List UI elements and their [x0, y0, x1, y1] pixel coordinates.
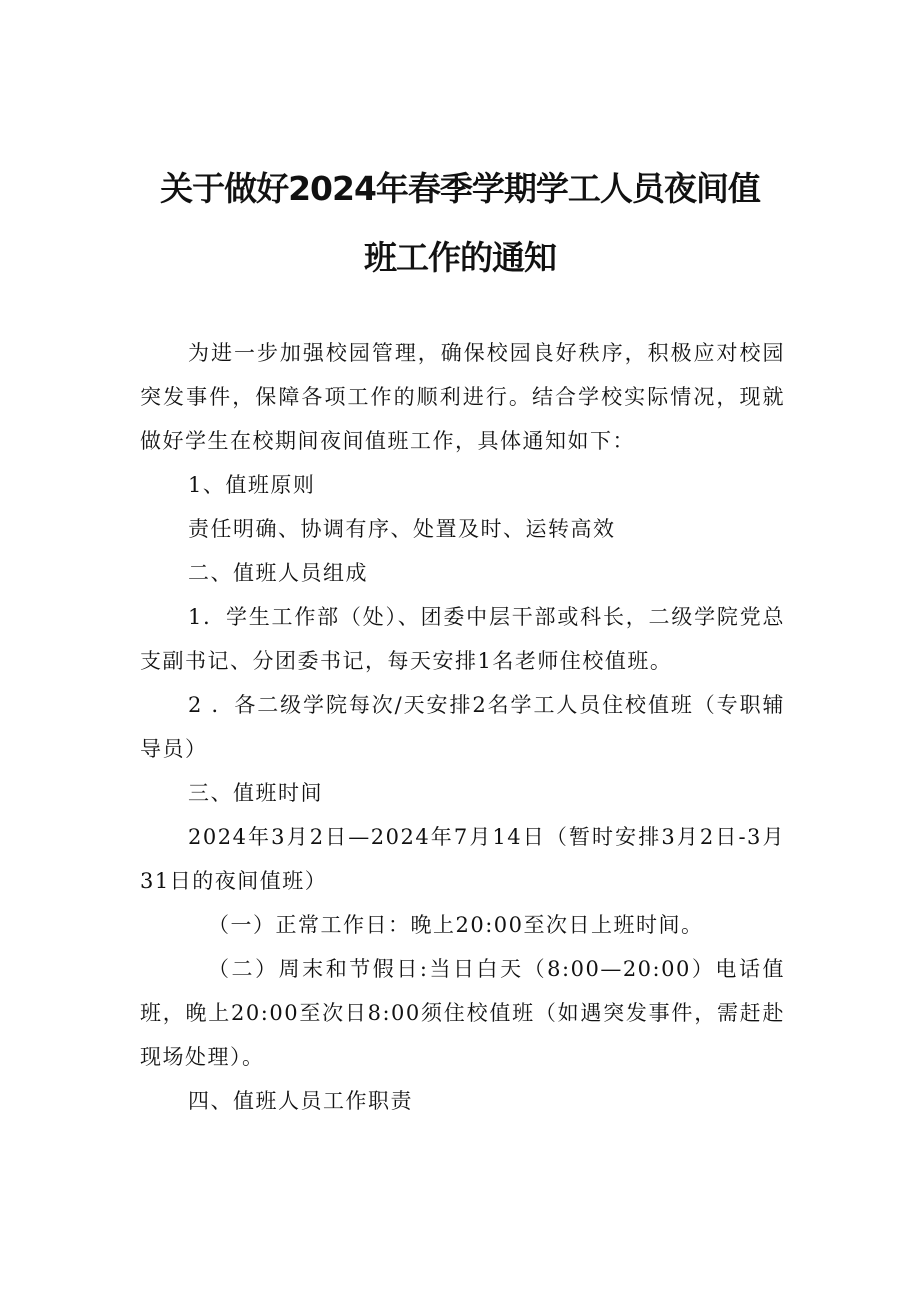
- document-body: [140, 331, 785, 1123]
- section-heading-staff: 二、值班人员组成: [188, 561, 368, 585]
- principle-text: 责任明确、协调有序、处置及时、运转高效: [188, 517, 616, 541]
- section-heading-time: 三、值班时间: [188, 781, 323, 805]
- time-range-text: 2024年3月2日—2024年7月14日（暂时安排3月2日-3月31日的夜间值班）: [140, 825, 785, 893]
- document-title-line-2: 班工作的通知: [364, 238, 556, 277]
- time-weekend-text: （二）周末和节假日:当日白天（8:00—20:00）电话值班，晚上20:00至次日8:00须住校值班（如遇突发事件，需赶赴现场处理）。: [140, 957, 785, 1069]
- document-title-line-1: 关于做好2024年春季学期学工人员夜间值: [160, 169, 760, 208]
- staff-item-2: 2 ．各二级学院每次/天安排2名学工人员住校值班（专职辅导员）: [140, 693, 785, 761]
- staff-item-1: 1．学生工作部（处）、团委中层干部或科长，二级学院党总支副书记、分团委书记，每天安排1名老师住校值班。: [140, 605, 785, 673]
- section-heading-principle: 1、值班原则: [188, 473, 316, 497]
- section-heading-duties: 四、值班人员工作职责: [188, 1089, 413, 1113]
- intro-paragraph: 为进一步加强校园管理，确保校园良好秩序，积极应对校园突发事件，保障各项工作的顺利进行。结合学校实际情况，现就做好学生在校期间夜间值班工作，具体通知如下：: [140, 341, 785, 453]
- time-workday-text: （一）正常工作日：晚上20:00至次日上班时间。: [208, 913, 704, 937]
